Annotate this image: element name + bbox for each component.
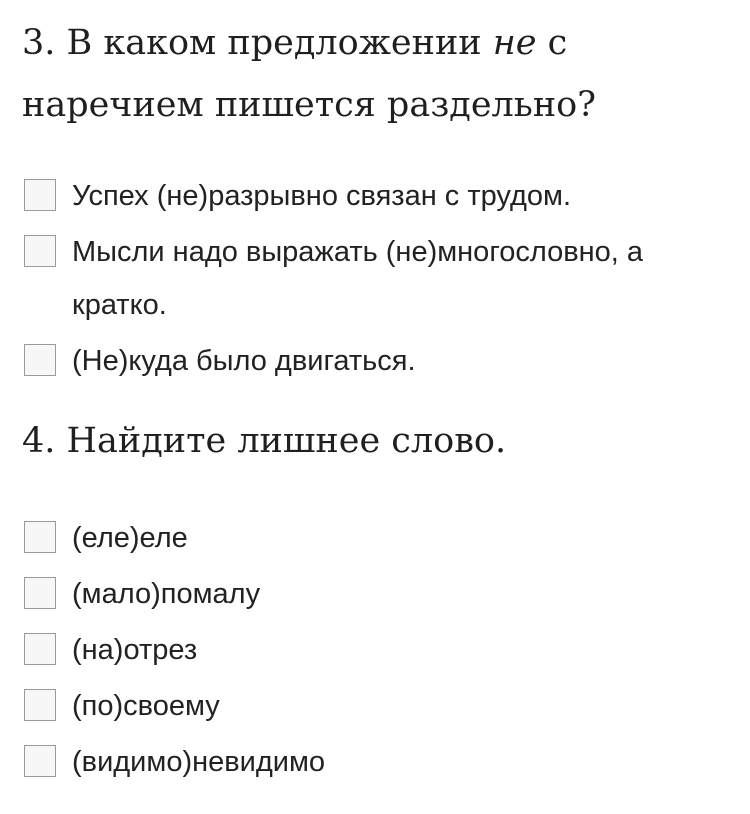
question-4-option-3[interactable] — [22, 624, 732, 677]
question-3-option-3-checkbox[interactable] — [24, 344, 56, 376]
question-3 — [22, 12, 732, 391]
question-3-option-1-label: Успех (не)разрывно связан с трудом. — [72, 180, 572, 212]
question-4 — [22, 410, 732, 792]
question-4-option-2[interactable] — [22, 568, 732, 621]
question-3-title-emphasis: не — [492, 23, 537, 63]
question-4-option-4[interactable] — [22, 680, 732, 733]
question-3-option-2-checkbox[interactable] — [24, 235, 56, 267]
question-4-option-1-checkbox[interactable] — [24, 521, 56, 553]
question-3-option-3-label: (Не)куда было двигаться. — [72, 345, 416, 377]
question-3-option-3[interactable] — [22, 335, 732, 388]
question-3-title — [22, 12, 732, 136]
question-4-option-3-checkbox[interactable] — [24, 633, 56, 665]
question-4-option-2-label: (мало)помалу — [72, 578, 261, 610]
question-3-options — [22, 170, 732, 388]
question-4-title: 4. Найдите лишнее слово. — [22, 421, 507, 461]
question-4-option-5[interactable] — [22, 736, 732, 789]
question-4-option-4-label: (по)своему — [72, 690, 220, 722]
question-4-option-1[interactable] — [22, 512, 732, 565]
question-4-option-5-checkbox[interactable] — [24, 745, 56, 777]
question-3-option-1-checkbox[interactable] — [24, 179, 56, 211]
question-3-option-2-label: Мысли надо выражать (не)многословно, а кратко. — [72, 236, 644, 321]
question-4-option-4-checkbox[interactable] — [24, 689, 56, 721]
question-4-options — [22, 512, 732, 789]
question-3-option-2[interactable] — [22, 226, 732, 332]
question-3-option-1[interactable] — [22, 170, 732, 223]
question-4-option-5-label: (видимо)невидимо — [72, 746, 326, 778]
question-4-option-3-label: (на)отрез — [72, 634, 198, 666]
question-4-option-1-label: (еле)еле — [72, 522, 188, 554]
question-4-option-2-checkbox[interactable] — [24, 577, 56, 609]
question-3-title-suffix: с наречием пишется раздельно? — [22, 23, 596, 125]
question-3-title-prefix: 3. В каком предложении — [22, 23, 493, 63]
